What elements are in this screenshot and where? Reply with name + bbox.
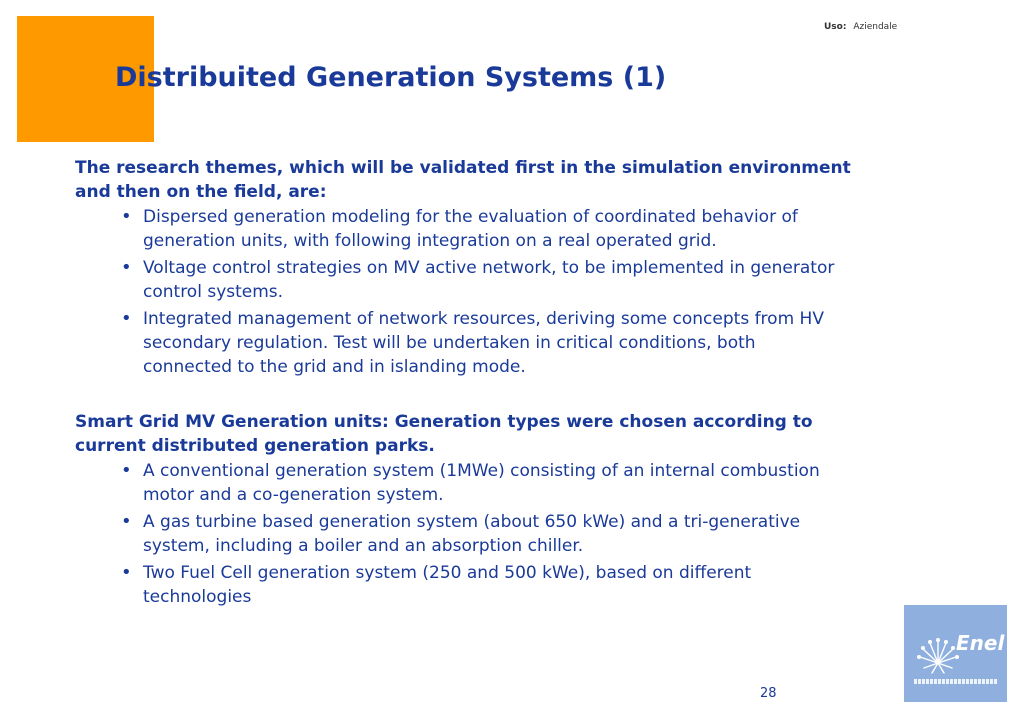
list-item [121,205,865,253]
bullet-text: A gas turbine based generation system (about 650 kWe) and a tri-generative system, including a boiler and an absorption chiller. [143,512,801,556]
slide-content [75,156,865,612]
section-heading-research: The research themes, which will be validated first in the simulation environment and then on the field, are: [75,158,851,202]
usage-value: Aziendale [853,22,898,32]
list-item [121,459,865,507]
usage-classification [824,22,897,32]
enel-logo-text: Enel [956,631,1005,655]
logo-tagline [914,679,998,684]
bullet-text: Integrated management of network resources, deriving some concepts from HV secondary regulation. Test will be undertaken in critical conditions, both connected to the grid and in islanding mode. [143,309,824,377]
usage-label: Uso: [824,22,847,32]
enel-logo [904,605,1007,702]
page-number: 28 [760,686,777,701]
bullet-text: A conventional generation system (1MWe) consisting of an internal combustion motor and a co-generation system. [143,461,820,505]
list-item [121,510,865,558]
section-heading-generation-units: Smart Grid MV Generation units: Generation types were chosen according to current distributed generation parks. [75,412,813,456]
bullet-icon: • [121,308,132,329]
bullet-icon: • [121,511,132,532]
section-spacer [75,382,865,410]
bullet-icon: • [121,460,132,481]
slide-title: Distribuited Generation Systems (1) [115,62,667,93]
bullet-text: Voltage control strategies on MV active network, to be implemented in generator control systems. [143,258,835,302]
bullet-list-generation-units [75,459,865,609]
list-item [121,307,865,379]
bullet-text: Two Fuel Cell generation system (250 and 500 kWe), based on different technologies [143,563,752,607]
bullet-list-research [75,205,865,379]
list-item [121,561,865,609]
bullet-icon: • [121,562,132,583]
bullet-icon: • [121,257,132,278]
bullet-text: Dispersed generation modeling for the evaluation of coordinated behavior of generation units, with following integration on a real operated grid. [143,207,798,251]
list-item [121,256,865,304]
bullet-icon: • [121,206,132,227]
